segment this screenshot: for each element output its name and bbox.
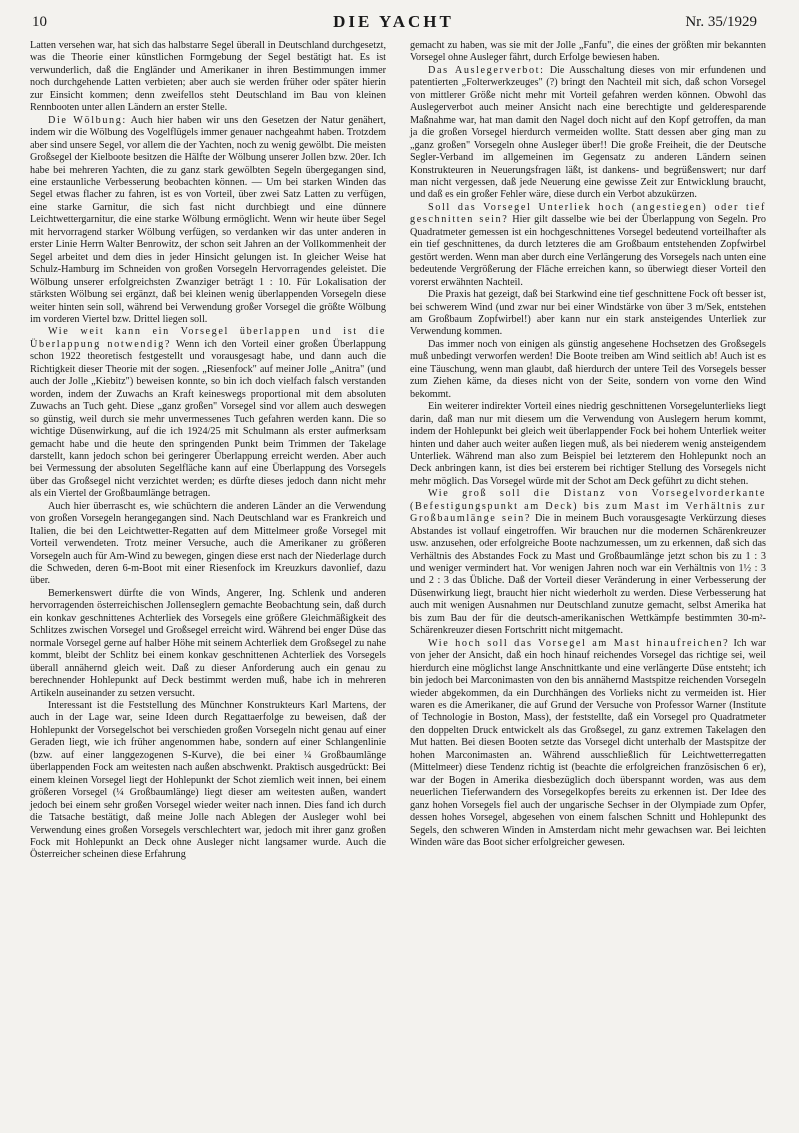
section-heading: Wie weit kann ein Vorsegel überlappen und ist die Überlappung notwendig? (30, 326, 386, 350)
article-paragraph (410, 638, 766, 850)
left-column (30, 40, 386, 862)
article-paragraph (30, 588, 386, 700)
article-paragraph (30, 40, 386, 115)
paragraph-text: Wenn ich den Vorteil einer großen Überlappung schon 1922 theoretisch festgestellt und vorausgesagt habe, und dann auch die Richtigkeit dieser Theorie mit der sogen. „Riesenfock" auf meiner Jolle „Anitra" (und auch der Jolle „Kiebitz") beweisen konnte, so bin ich doch vielfach falsch verstanden worden, indem der Zuwachs an Kraft keineswegs proportional mit dem absoluten Zuwachs an Tuch geht. Diese „ganz großen" Vorsegel sind vor allem auch deswegen so günstig, weil durch sie mehr unvermessenes Tuch gefahren werden kann. Die so wichtige Düsenwirkung, auf die ich 1924/25 mit Schulmann als erster aufmerksam gemacht habe und die heute den springenden Punkt beim Trimmen der Takelage darstellt, kann jedoch schon bei geringerer Überlappung erreicht werden. Aber auch bei Vermessung der absoluten Segelfläche kann auf eine Überlappung des Vorsegels über das Großsegel nicht verzichtet werden; es dürfte dieses jedoch dann nicht mehr als ein Viertel der Großbaumlänge betragen. (30, 338, 386, 500)
paragraph-text: Interessant ist die Feststellung des Münchner Konstrukteurs Karl Martens, der auch in der Lage war, seine Ideen durch Regattaerfolge zu beweisen, daß der Hohlepunkt der Vorsegelschot bei verschieden großen Vorsegeln nicht genau auf einer Geraden liegt, wie ich früher angenommen habe, sondern auf einer Schlangenlinie (bzw. auf einer langgezogenen S-Kurve), die bei einer ¼ Großbaumlänge überlappenden Fock am weitesten nach außen abschwenkt. Praktisch ausgedrückt: Bei einem kleinen Vorsegel liegt der Hohlepunkt der Schot ziemlich weit innen, bei einem größeren Vorsegel (¼ Großbaumlänge) liegt dieser am weitesten außen, wandert jedoch bei einem sehr großen Vorsegel wieder weiter nach innen. Dies fand ich durch die Tatsache bestätigt, daß meine Jolle nach Ablegen der Ausleger wohl bei Verwendung eines großen Vorsegels verschlechtert war, jedoch mit ihrer ganz großen Fock mit Hohlepunkt an Deck ohne Ausleger nicht langsamer wurde. Auch die Österreicher scheinen diese Erfahrung (30, 700, 386, 861)
right-column (410, 40, 766, 849)
section-heading: Wie groß soll die Distanz von Vorsegelvorderkante (Befestigungspunkt am Deck) bis zum Mast im Verhältnis zur Großbaumlänge sein? (410, 488, 766, 525)
article-paragraph (410, 401, 766, 488)
paragraph-text: Auch hier haben wir uns den Gesetzen der Natur genähert, indem wir die Wölbung des Vogelflügels immer genauer nachgeahmt haben. Trotzdem aber sind unsere Segel, vor allem die der Yachten, noch zu wenig gewölbt. Die meisten Großsegel der Kielboote besitzen die Hälfte der Wölbung unserer Jollen bzw. 20er. Ich habe bei mehreren Yachten, die zu ganz stark gewölbten Segeln übergegangen sind, eine erstaunliche Verbesserung beobachten können. — Um bei starken Winden das Segel etwas flacher zu fahren, ist es von Vorteil, über zwei Satz Latten zu verfügen, eine starke Garnitur, die sich fast nicht durchbiegt und eine dünnere Leichtwettergarnitur, die eine starke Wölbung ermöglicht. Wenn wir heute über Segel mit hervorragend starker Wölbung verfügen, so verdanken wir das unter anderen in erster Linie Herrn Walter Benrowitz, der schon seit Jahren an der Vollkommenheit der Segel arbeitet und dem dies in jeder Hinsicht gelungen ist. In gleicher Weise hat Schulz-Hamburg im Schneiden von großen Vorsegeln Hervorragendes geleistet. Die Wölbung unserer erfolgreichsten Zwanziger beträgt 1 : 10. Für Lokalisation der stärksten Wölbung sei ergänzt, daß bei kleinen wenig überlappenden Vorsegeln diese weiter hinten sein soll, während bei Verwendung großer Vorsegel die größte Wölbung im vorderen Viertel bzw. Drittel liegen soll. (30, 114, 386, 325)
paragraph-text: Die Ausschaltung dieses von mir erfundenen und patentierten „Folterwerkzeuges" (?) bringt den Nachteil mit sich, daß schon Vorsegel von mittlerer Größe nicht mehr mit Vorteil gefahren werden können. Obwohl das Auslegerverbot auch meiner Ansicht nach eine berechtigte und gelderesparende Maßnahme war, hat man damit den Nagel doch nicht auf den Kopf getroffen, da man ja die großen Vorsegel hierdurch vermeiden wollte. Statt dessen aber ging man zu „ganz großen" Vorsegeln ohne Ausleger über!! Die große Freiheit, die der Deutsche Segler-Verband im allgemeinen im Gegensatz zu anderen Ländern seinen Konstrukteuren in Neuerungsfragen läßt, ist dankens- und begrüßenswert; nur darf man nicht vergessen, daß jede Neuerung eine gewisse Zeit zur Entwicklung braucht, und daß es ein großer Fehler wäre, diese durch ein Verbot abzukürzen. (410, 64, 767, 201)
article-paragraph (30, 501, 386, 588)
article-paragraph (410, 488, 766, 637)
article-paragraph (30, 115, 386, 327)
paragraph-text: Bemerkenswert dürfte die von Winds, Angerer, Ing. Schlenk und anderen hervorragenden österreichischen Jollenseglern gemachte Beobachtung sein, daß durch ein konkav geschnittenes Achterliek des Vorsegels eine größere Gleichmäßigkeit des Schlitzes zwischen Vorsegel und Großsegel erreicht wird. Während bei enger Düse das normale Vorsegel gerne auf halber Höhe mit seinem Achterliek dem Großsegel zu nahe kommt, bleibt der Schlitz bei einem konkav geschnittenen Achterliek des Vorsegels überall annähernd gleich weit. Daß zu dieser Anforderung auch ein genau zu berechnender Hohlepunkt auf Deck bestimmt werden muß, habe ich in mehreren Artikeln auseinander zu setzen versucht. (30, 587, 386, 699)
paragraph-text: Ich war von jeher der Ansicht, daß ein hoch hinauf reichendes Vorsegel das richtige sei, weil hierdurch eine möglichst lange Anschnittkante und eine verlängerte Düse entsteht; ich bin jedoch bei Marconimasten von den bis annähernd Mastspitze reichenden Vorsegeln wieder abgekommen, da ein Durchhängen des Vorlieks nicht zu vermeiden ist. Hier waren es die Amerikaner, die auf Grund der Versuche von Professor Warner (Institute of Technologie in Boston, Mass), der feststellte, daß ein Vorsegel pro Quadratmeter den doppelten Druck entwickelt als das Großsegel, zu ganz extremen Takelagen den Mut hatten. Bei diesen Booten setzte das Vorsegel dicht unterhalb der Mastspitze der hohen Marconimasten an. Während ausschließlich für Leichtwetterregatten (Mittelmeer) diese Tendenz richtig ist (beachte die erfolgreichen französischen 6 er), war der Bogen in Amerika diesbezüglich doch überspannt worden, was aus dem neuerlichen Tieferwandern des Vorsegelkopfes bereits zu erkennen ist. Der Idee des ganz hohen Vorsegels fiel auch der ungarische Sechser in der Olympiade zum Opfer, dessen hohes Vorsegel, abgesehen von einem falschen Schnitt und Hohlepunkt des Segels, den schweren Winden in Amsterdam nicht mehr gewachsen war. Bei leichten Winden wäre das Boot sicher erfolgreicher gewesen. (410, 637, 766, 848)
magazine-title: DIE YACHT (333, 12, 454, 31)
section-heading: Soll das Vorsegel Unterliek hoch (angestiegen) oder tief geschnitten sein? (410, 201, 766, 226)
paragraph-text: Latten versehen war, hat sich das halbstarre Segel überall in Deutschland durchgesetzt, was die Theorie einer künstlichen Formgebung der Segel bestätigt hat. Es ist verwunderlich, daß die Engländer und Amerikaner in ihren Bestimmungen immer noch durchgehende Latten verbieten; aber auch sie werden früher oder später hierin zur Einsicht kommen; denn zweifellos steht Deutschland im Bau von kleinen Rennbooten unter allen Ländern an erster Stelle. (30, 40, 386, 114)
paragraph-text: Auch hier überrascht es, wie schüchtern die anderen Länder an die Verwendung von großen Vorsegeln herangegangen sind. Nach Deutschland war es Frankreich und Italien, die bei den Leichtwetter-Regatten auf dem Mittelmeer große Vorsegel mit Vorteil verwendeten. Trotz meiner Versuche, auch die Amerikaner zu größeren Vorsegeln auch für Am-Wind zu bewegen, gingen diese erst nach der Niederlage durch die Schweden, deren 6-m-Boot mit einer Riesenfock im Kreuzkurs davonlief, dazu über. (30, 500, 386, 587)
article-paragraph (30, 700, 386, 862)
section-heading: Wie hoch soll das Vorsegel am Mast hinaufreichen? (428, 637, 730, 649)
article-paragraph (410, 289, 766, 339)
paragraph-text: Hier gilt dasselbe wie bei der Überlappung von Segeln. Pro Quadratmeter gemessen ist ein hochgeschnittenes Vorsegel bedeutend vorteilhafter als ein tief geschnittenes, da durch letzteres die am Großbaum entstehenden Zopfwirbel gestört werden. Wenn man aber durch eine Verlängerung des Vorsegels nach unten eine bedeutende Vergrößerung der Fläche erreichen kann, so überwiegt dieser Vorteil den vorerst erwähnten Nachteil. (410, 214, 766, 288)
issue-number: Nr. 35/1929 (685, 14, 757, 30)
section-heading: Das Auslegerverbot: (428, 64, 545, 76)
paragraph-text: Das immer noch von einigen als günstig angesehene Hochsetzen des Großsegels muß unbedingt verworfen werden! Die Boote treiben am Wind seitlich ab! Auch ist es eine Täuschung, wenn man glaubt, daß hierdurch der untere Teil des Vorsegels besser zum Ziehen käme, da dieses nicht von der Seite, sondern von vorne den Wind bekommt. (410, 338, 766, 400)
paragraph-text: Ein weiterer indirekter Vorteil eines niedrig geschnittenen Vorsegelunterlieks liegt darin, daß man nur mit diesem um die Verwendung von Auslegern herum kommt, indem der Hohlepunkt bei gleich weit überlappender Fock bei hohem Unterliek weiter hinten und daher auch weiter außen liegen muß, als bei niederem wenig ansteigendem Unterliek. Während man also zum Beispiel bei letzterem den Hohlepunkt noch an Deck anbringen kann, ist dies bei ersterem bei richtiger Stellung des Vorsegels nicht mehr möglich. Das Vorsegel würde mit der Schot am Deck geführt zu dicht stehen. (410, 401, 766, 487)
section-heading: Die Wölbung: (48, 114, 127, 126)
page-number: 10 (32, 14, 47, 30)
paragraph-text: gemacht zu haben, was sie mit der Jolle „Fanfu", die eines der größten mir bekannten Vorsegel ohne Ausleger fährt, durch Erfolge bewiesen haben. (410, 40, 766, 64)
page-header (30, 12, 757, 34)
article-paragraph (410, 40, 766, 65)
article-paragraph (410, 339, 766, 401)
paragraph-text: Die in meinem Buch vorausgesagte Verkürzung dieses Abstandes ist vollauf eingetroffen. Wir brauchen nur die modernen Schärenkreuzer usw. anzusehen, oder erfolgreiche Boote nachzumessen, um zu erkennen, daß sich das Verhältnis des Abstandes Fock zu Mast und Großbaumlänge jetzt schon bis zu 1 : 3 und weniger vermindert hat. Vor wenigen Jahren noch war ein Verhältnis von 1½ : 3 und 2 : 3 das Übliche. Daß der Vorteil dieser Veränderung in einer Verbesserung der Düsenwirkung liegt, braucht hier nicht wiederholt zu werden. Diese Verbesserung hat auch mit wenigen Ausnahmen nur Deutschland zunutze gemacht, selbst Amerika hat bis zum Bau der für die deutsch-amerikanischen Wettkämpfe bestimmten 30-m²-Schärenkreuzer diesen Fortschritt nicht mitgemacht. (410, 513, 766, 637)
article-paragraph (410, 65, 766, 202)
article-paragraph (410, 202, 766, 289)
article-paragraph (30, 326, 386, 500)
paragraph-text: Die Praxis hat gezeigt, daß bei Starkwind eine tief geschnittene Fock oft besser ist, bei schwerem Wind (und zwar nur bei einer Windstärke von über 3 m/Sek, entstehen am Großbaum Zopfwirbel!) aber kann nur ein stark ansteigendes Unterliek zur Verwendung kommen. (410, 289, 766, 338)
